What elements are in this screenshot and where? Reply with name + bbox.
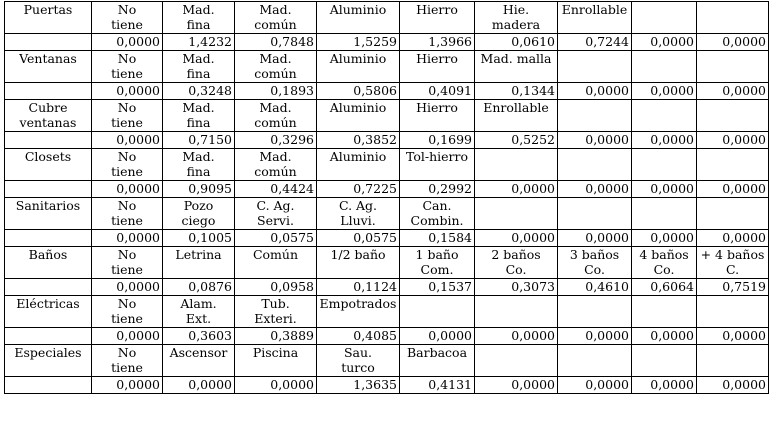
- option-cell: [632, 100, 697, 132]
- value-cell: 0,0000: [92, 83, 163, 100]
- option-label-line: Mad.: [182, 51, 215, 66]
- option-cell: [475, 149, 558, 181]
- option-cell: [697, 2, 769, 34]
- value-cell: 0,0000: [632, 34, 697, 51]
- value-cell: 0,0000: [697, 132, 769, 149]
- value-cell: 0,0000: [632, 230, 697, 247]
- value-cell: 0,4131: [400, 377, 475, 394]
- option-label-line: común: [254, 66, 297, 81]
- option-label-line: Hierro: [416, 2, 458, 17]
- value-cell: 0,0000: [92, 230, 163, 247]
- table-row-electricas-options: [5, 296, 769, 328]
- option-label-line: Com.: [420, 262, 454, 277]
- category-label-sanitarios: [5, 198, 92, 230]
- option-label-line: C.: [725, 262, 740, 277]
- option-cell: [400, 345, 475, 377]
- option-label-line: tiene: [111, 311, 143, 326]
- option-label-line: Aluminio: [329, 149, 387, 164]
- option-label-line: tiene: [111, 115, 143, 130]
- option-cell: [400, 247, 475, 279]
- option-label-line: C. Ag.: [338, 198, 378, 213]
- option-label-line: Enrollable: [561, 2, 628, 17]
- value-cell: 0,0000: [697, 328, 769, 345]
- option-label-line: Mad.: [182, 149, 215, 164]
- option-cell: [475, 198, 558, 230]
- value-cell: 1,3966: [400, 34, 475, 51]
- option-cell: [163, 100, 235, 132]
- value-cell: 0,1893: [235, 83, 317, 100]
- option-label-line: No: [117, 2, 137, 17]
- option-label-line: No: [117, 100, 137, 115]
- value-cell: 0,7225: [317, 181, 400, 198]
- value-cell: 0,3889: [235, 328, 317, 345]
- option-cell: [697, 198, 769, 230]
- value-cell: 0,3073: [475, 279, 558, 296]
- option-cell: [235, 2, 317, 34]
- option-label-line: C. Ag.: [256, 198, 295, 213]
- option-cell: [317, 345, 400, 377]
- table-row-banos-values: [5, 279, 769, 296]
- option-cell: [317, 296, 400, 328]
- category-label-line: Closets: [24, 149, 72, 164]
- value-cell: 0,7150: [163, 132, 235, 149]
- category-label-cubre-ventanas: [5, 100, 92, 132]
- option-cell: [632, 345, 697, 377]
- value-cell: 0,0575: [235, 230, 317, 247]
- option-cell: [697, 345, 769, 377]
- empty-cell: [5, 83, 92, 100]
- option-label-line: Mad. malla: [480, 51, 552, 66]
- value-cell: 0,0000: [558, 328, 632, 345]
- option-label-line: ciego: [181, 213, 216, 228]
- option-label-line: Lluvi.: [340, 213, 376, 228]
- category-label-line: Eléctricas: [16, 296, 80, 311]
- option-label-line: No: [117, 198, 137, 213]
- option-label-line: Mad.: [259, 2, 292, 17]
- value-cell: 0,0000: [92, 34, 163, 51]
- value-cell: 0,7244: [558, 34, 632, 51]
- value-cell: 0,0000: [632, 132, 697, 149]
- value-cell: 0,1537: [400, 279, 475, 296]
- table-row-especiales-values: [5, 377, 769, 394]
- option-label-line: fina: [186, 164, 211, 179]
- value-cell: 0,0000: [558, 230, 632, 247]
- value-cell: 0,0000: [697, 181, 769, 198]
- option-label-line: Combin.: [410, 213, 464, 228]
- value-cell: 0,0000: [632, 328, 697, 345]
- category-label-line: Ventanas: [19, 51, 77, 66]
- value-cell: 0,0000: [235, 377, 317, 394]
- option-cell: [92, 296, 163, 328]
- option-label-line: No: [117, 247, 137, 262]
- option-cell: [163, 345, 235, 377]
- value-cell: 0,0000: [632, 83, 697, 100]
- category-label-closets: [5, 149, 92, 181]
- option-cell: [163, 247, 235, 279]
- category-label-line: ventanas: [19, 115, 77, 130]
- value-cell: 0,0000: [92, 328, 163, 345]
- category-label-banos: [5, 247, 92, 279]
- table-row-cubre-ventanas-values: [5, 132, 769, 149]
- option-cell: [235, 149, 317, 181]
- option-cell: [475, 345, 558, 377]
- option-cell: [235, 247, 317, 279]
- value-cell: 0,7848: [235, 34, 317, 51]
- option-cell: [400, 296, 475, 328]
- option-label-line: Ext.: [185, 311, 212, 326]
- option-cell: [558, 100, 632, 132]
- table-row-closets-options: [5, 149, 769, 181]
- option-label-line: tiene: [111, 17, 143, 32]
- category-label-line: Especiales: [14, 345, 82, 360]
- option-cell: [558, 198, 632, 230]
- option-cell: [697, 296, 769, 328]
- option-cell: [475, 51, 558, 83]
- option-label-line: Tol-hierro: [405, 149, 469, 164]
- value-cell: 1,4232: [163, 34, 235, 51]
- option-cell: [163, 149, 235, 181]
- value-cell: 0,4424: [235, 181, 317, 198]
- option-cell: [235, 198, 317, 230]
- value-cell: 0,0000: [697, 83, 769, 100]
- value-cell: 0,0000: [697, 377, 769, 394]
- table-row-cubre-ventanas-options: [5, 100, 769, 132]
- option-label-line: Sau.: [343, 345, 373, 360]
- value-cell: 0,0958: [235, 279, 317, 296]
- option-cell: [235, 345, 317, 377]
- value-cell: 0,3296: [235, 132, 317, 149]
- value-cell: 0,0000: [475, 230, 558, 247]
- option-cell: [400, 100, 475, 132]
- table-row-sanitarios-options: [5, 198, 769, 230]
- option-cell: [92, 345, 163, 377]
- value-cell: 0,3603: [163, 328, 235, 345]
- option-label-line: Mad.: [259, 100, 292, 115]
- value-cell: 0,6064: [632, 279, 697, 296]
- option-label-line: Aluminio: [329, 2, 387, 17]
- table-row-sanitarios-values: [5, 230, 769, 247]
- option-label-line: fina: [186, 115, 211, 130]
- value-cell: 0,1699: [400, 132, 475, 149]
- table-row-banos-options: [5, 247, 769, 279]
- option-label-line: 4 baños: [639, 247, 689, 262]
- option-cell: [558, 2, 632, 34]
- option-cell: [92, 51, 163, 83]
- value-cell: 0,0000: [400, 328, 475, 345]
- value-cell: 0,0000: [558, 181, 632, 198]
- option-cell: [558, 345, 632, 377]
- value-cell: 1,3635: [317, 377, 400, 394]
- table-row-especiales-options: [5, 345, 769, 377]
- option-label-line: tiene: [111, 164, 143, 179]
- empty-cell: [5, 279, 92, 296]
- option-cell: [92, 2, 163, 34]
- value-cell: 0,0000: [697, 230, 769, 247]
- value-cell: 0,0000: [558, 377, 632, 394]
- option-cell: [400, 149, 475, 181]
- value-cell: 0,9095: [163, 181, 235, 198]
- category-label-line: Cubre: [28, 100, 68, 115]
- value-cell: 0,1584: [400, 230, 475, 247]
- option-cell: [697, 247, 769, 279]
- option-cell: [92, 247, 163, 279]
- value-cell: 0,0000: [92, 377, 163, 394]
- option-cell: [163, 51, 235, 83]
- value-cell: 0,4091: [400, 83, 475, 100]
- value-cell: 0,1344: [475, 83, 558, 100]
- option-label-line: tiene: [111, 213, 143, 228]
- option-label-line: No: [117, 51, 137, 66]
- option-label-line: tiene: [111, 262, 143, 277]
- option-cell: [400, 51, 475, 83]
- option-cell: [400, 2, 475, 34]
- option-label-line: Servi.: [257, 213, 294, 228]
- option-cell: [697, 149, 769, 181]
- option-label-line: Hierro: [416, 51, 458, 66]
- table-row-puertas-options: [5, 2, 769, 34]
- option-label-line: Piscina: [252, 345, 299, 360]
- option-cell: [475, 100, 558, 132]
- option-label-line: + 4 baños: [700, 247, 765, 262]
- value-cell: 0,0000: [475, 328, 558, 345]
- table-row-closets-values: [5, 181, 769, 198]
- option-cell: [92, 100, 163, 132]
- option-label-line: No: [117, 345, 137, 360]
- empty-cell: [5, 132, 92, 149]
- option-label-line: No: [117, 296, 137, 311]
- value-cell: 0,0000: [475, 377, 558, 394]
- option-label-line: Alam.: [180, 296, 217, 311]
- option-cell: [163, 2, 235, 34]
- option-label-line: fina: [186, 17, 211, 32]
- empty-cell: [5, 328, 92, 345]
- option-label-line: Letrina: [175, 247, 222, 262]
- option-label-line: tiene: [111, 66, 143, 81]
- category-label-especiales: [5, 345, 92, 377]
- option-label-line: Común: [252, 247, 299, 262]
- value-cell: 0,0000: [92, 132, 163, 149]
- empty-cell: [5, 34, 92, 51]
- option-cell: [632, 198, 697, 230]
- table-row-ventanas-options: [5, 51, 769, 83]
- category-label-puertas: [5, 2, 92, 34]
- option-label-line: 1/2 baño: [330, 247, 386, 262]
- option-cell: [235, 100, 317, 132]
- table-row-puertas-values: [5, 34, 769, 51]
- value-cell: 0,3852: [317, 132, 400, 149]
- option-cell: [475, 2, 558, 34]
- option-label-line: fina: [186, 66, 211, 81]
- option-cell: [317, 149, 400, 181]
- option-label-line: turco: [341, 360, 375, 375]
- empty-cell: [5, 377, 92, 394]
- option-label-line: Co.: [653, 262, 675, 277]
- value-cell: 0,0000: [697, 34, 769, 51]
- value-cell: 0,5806: [317, 83, 400, 100]
- option-label-line: madera: [491, 17, 541, 32]
- table-row-electricas-values: [5, 328, 769, 345]
- value-cell: 0,0000: [92, 181, 163, 198]
- value-cell: 0,4085: [317, 328, 400, 345]
- coefficients-table: [4, 1, 769, 394]
- option-label-line: 1 baño: [415, 247, 459, 262]
- value-cell: 0,5252: [475, 132, 558, 149]
- option-label-line: tiene: [111, 360, 143, 375]
- option-cell: [475, 296, 558, 328]
- option-cell: [558, 247, 632, 279]
- value-cell: 0,1124: [317, 279, 400, 296]
- category-label-line: Puertas: [23, 2, 73, 17]
- value-cell: 0,4610: [558, 279, 632, 296]
- value-cell: 0,2992: [400, 181, 475, 198]
- option-cell: [632, 51, 697, 83]
- option-cell: [697, 100, 769, 132]
- option-cell: [235, 296, 317, 328]
- option-label-line: Mad.: [182, 2, 215, 17]
- empty-cell: [5, 230, 92, 247]
- value-cell: 0,0000: [558, 83, 632, 100]
- category-label-electricas: [5, 296, 92, 328]
- value-cell: 0,3248: [163, 83, 235, 100]
- value-cell: 0,0000: [558, 132, 632, 149]
- value-cell: 1,5259: [317, 34, 400, 51]
- option-label-line: Exteri.: [254, 311, 297, 326]
- option-label-line: Hierro: [416, 100, 458, 115]
- option-cell: [163, 198, 235, 230]
- category-label-line: Sanitarios: [15, 198, 81, 213]
- value-cell: 0,0000: [163, 377, 235, 394]
- category-label-line: Baños: [28, 247, 68, 262]
- option-label-line: Aluminio: [329, 51, 387, 66]
- option-cell: [317, 2, 400, 34]
- option-cell: [558, 149, 632, 181]
- option-label-line: No: [117, 149, 137, 164]
- option-cell: [235, 51, 317, 83]
- option-label-line: común: [254, 115, 297, 130]
- empty-cell: [5, 181, 92, 198]
- value-cell: 0,0575: [317, 230, 400, 247]
- option-cell: [92, 149, 163, 181]
- option-label-line: Hie.: [502, 2, 530, 17]
- option-cell: [558, 296, 632, 328]
- option-label-line: Mad.: [259, 51, 292, 66]
- option-label-line: Co.: [584, 262, 605, 277]
- option-label-line: 3 baños: [569, 247, 620, 262]
- value-cell: 0,0000: [475, 181, 558, 198]
- value-cell: 0,0610: [475, 34, 558, 51]
- option-label-line: Pozo: [183, 198, 214, 213]
- option-cell: [92, 198, 163, 230]
- value-cell: 0,0000: [632, 181, 697, 198]
- option-label-line: Enrollable: [483, 100, 549, 115]
- value-cell: 0,0876: [163, 279, 235, 296]
- option-cell: [317, 247, 400, 279]
- option-label-line: común: [254, 17, 297, 32]
- option-label-line: Can.: [422, 198, 452, 213]
- option-label-line: Tub.: [261, 296, 290, 311]
- option-label-line: Empotrados: [319, 296, 397, 311]
- option-cell: [632, 2, 697, 34]
- option-cell: [317, 51, 400, 83]
- value-cell: 0,7519: [697, 279, 769, 296]
- option-label-line: Mad.: [259, 149, 292, 164]
- option-cell: [697, 51, 769, 83]
- option-label-line: común: [254, 164, 297, 179]
- option-label-line: 2 baños: [491, 247, 541, 262]
- option-label-line: Co.: [505, 262, 527, 277]
- option-cell: [632, 247, 697, 279]
- option-cell: [400, 198, 475, 230]
- option-cell: [558, 51, 632, 83]
- option-cell: [317, 100, 400, 132]
- option-label-line: Aluminio: [329, 100, 387, 115]
- value-cell: 0,0000: [632, 377, 697, 394]
- category-label-ventanas: [5, 51, 92, 83]
- option-cell: [475, 247, 558, 279]
- table-row-ventanas-values: [5, 83, 769, 100]
- value-cell: 0,1005: [163, 230, 235, 247]
- option-cell: [317, 198, 400, 230]
- option-label-line: Ascensor: [169, 345, 228, 360]
- option-cell: [632, 149, 697, 181]
- option-cell: [163, 296, 235, 328]
- value-cell: 0,0000: [92, 279, 163, 296]
- option-cell: [632, 296, 697, 328]
- option-label-line: Barbacoa: [406, 345, 468, 360]
- option-label-line: Mad.: [182, 100, 215, 115]
